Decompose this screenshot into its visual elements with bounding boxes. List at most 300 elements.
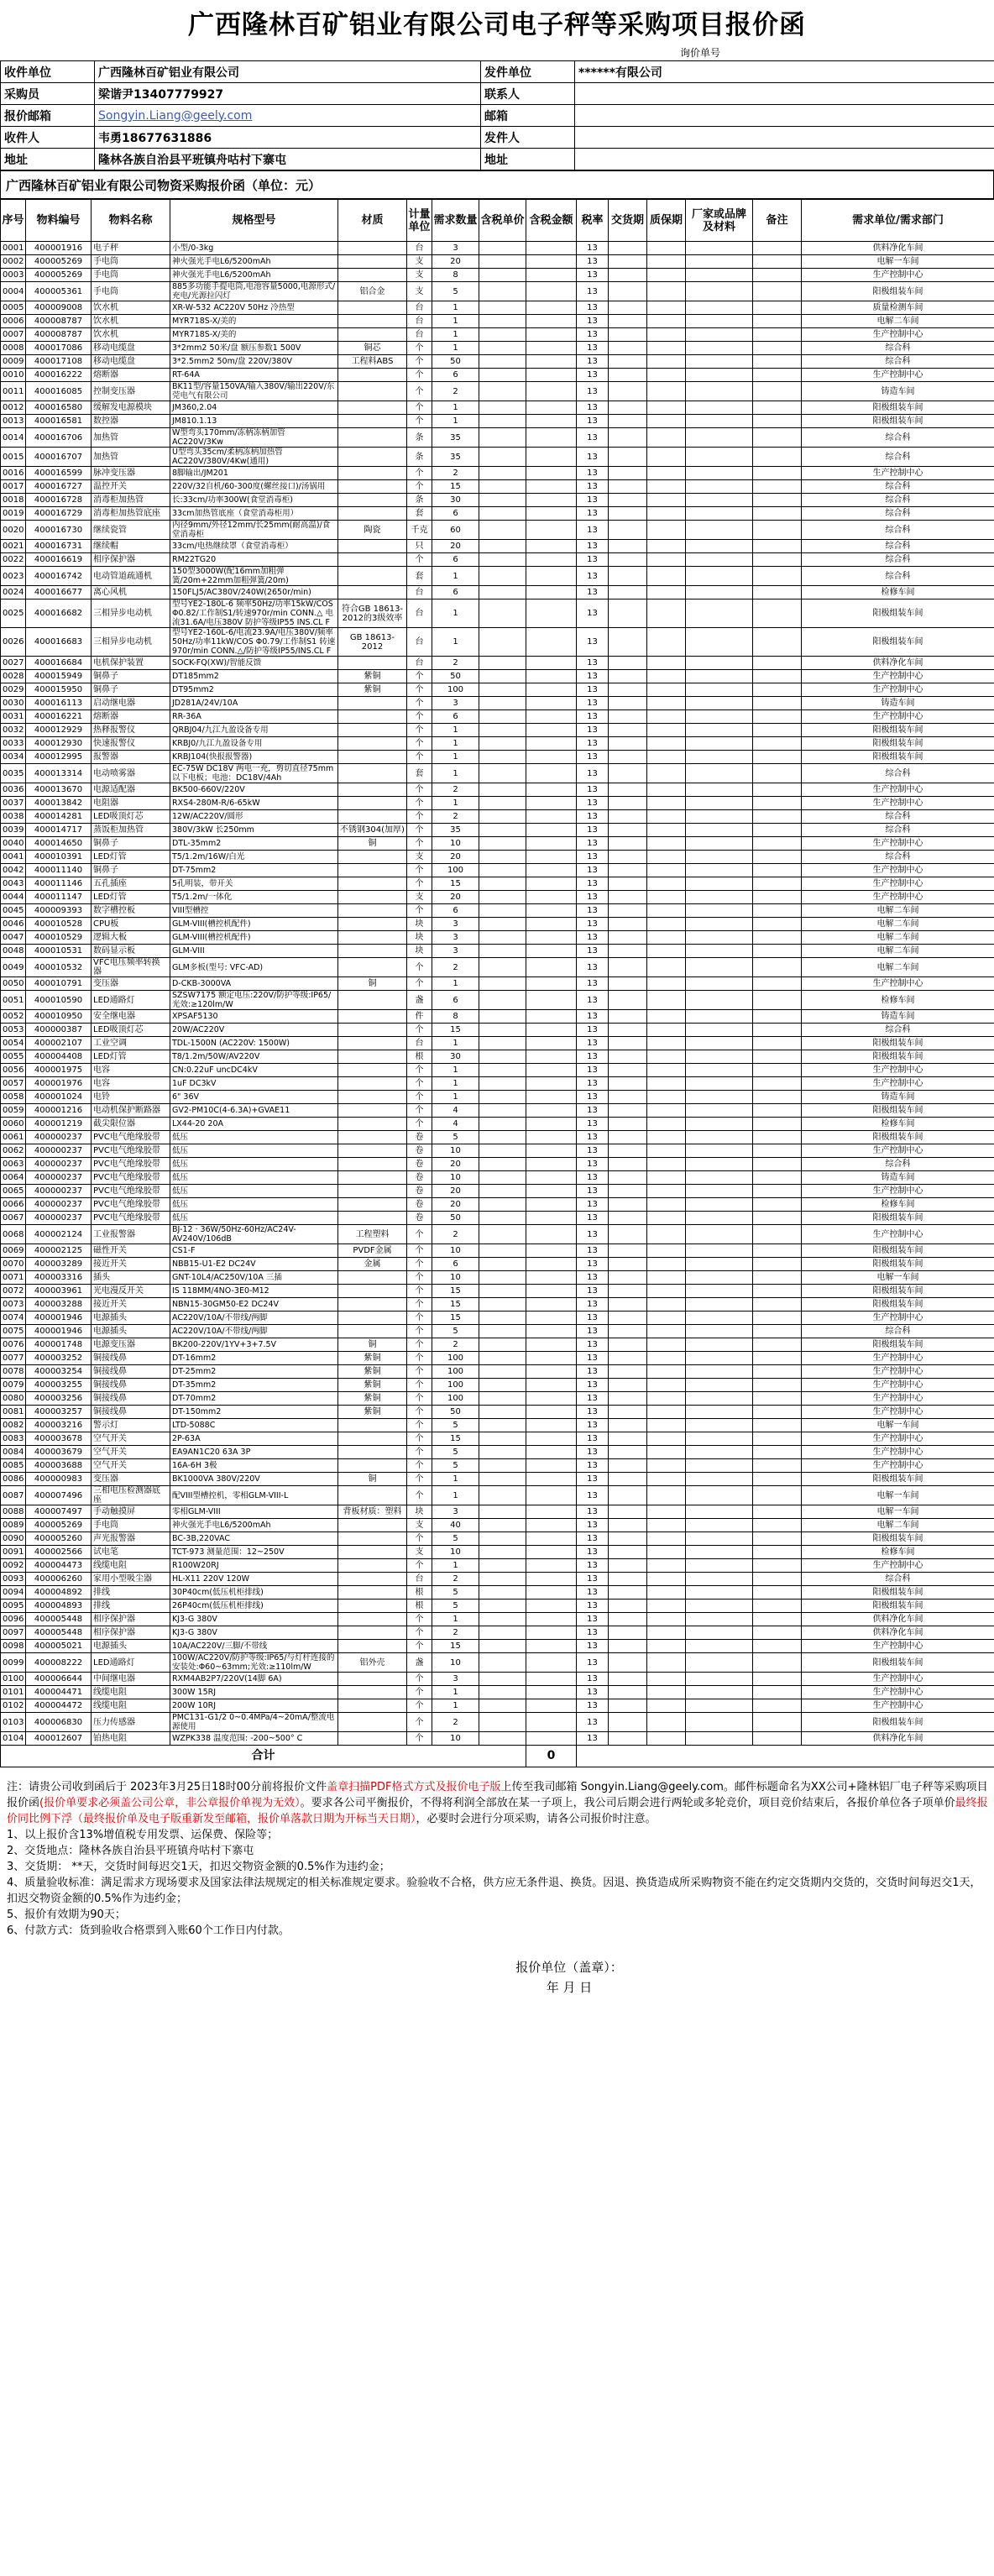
- table-cell: [609, 737, 647, 751]
- table-cell: [686, 851, 753, 864]
- table-cell: 1: [432, 401, 479, 415]
- table-cell: JM360,2.04: [170, 401, 338, 415]
- table-cell: [647, 1459, 686, 1473]
- table-cell: [686, 1586, 753, 1600]
- table-cell: 电解二车间: [802, 918, 994, 931]
- table-cell: [753, 670, 802, 683]
- table-cell: 13: [577, 1600, 609, 1613]
- table-cell: 13: [577, 269, 609, 282]
- table-cell: [753, 877, 802, 891]
- table-cell: [753, 567, 802, 586]
- table-cell: 1: [432, 977, 479, 991]
- table-cell: 0058: [1, 1091, 26, 1104]
- table-cell: 400008787: [26, 315, 92, 328]
- table-cell: [479, 810, 526, 824]
- table-cell: 变压器: [92, 977, 170, 991]
- table-cell: [526, 1559, 577, 1573]
- table-cell: 400016677: [26, 586, 92, 599]
- table-cell: 空气开关: [92, 1432, 170, 1446]
- table-cell: 13: [577, 415, 609, 428]
- table-cell: [526, 670, 577, 683]
- table-cell: 台: [407, 586, 432, 599]
- table-cell: [479, 1559, 526, 1573]
- table-cell: 生产控制中心: [802, 1686, 994, 1699]
- table-row: [1, 1212, 994, 1225]
- table-cell: [526, 1505, 577, 1519]
- table-cell: [609, 282, 647, 301]
- table-cell: [647, 1686, 686, 1699]
- header-label: 收件人: [1, 127, 95, 149]
- table-cell: 0080: [1, 1392, 26, 1406]
- table-cell: 铜: [338, 837, 407, 851]
- table-cell: 电动喷雾器: [92, 764, 170, 783]
- table-cell: [753, 1732, 802, 1746]
- table-cell: 内径9mm/外径12mm/长25mm(耐高温)/食堂消毒柜: [170, 521, 338, 540]
- table-cell: [753, 1171, 802, 1185]
- table-cell: [609, 657, 647, 670]
- table-cell: [479, 1225, 526, 1244]
- table-cell: [526, 1271, 577, 1285]
- table-cell: 5: [432, 1446, 479, 1459]
- table-cell: [647, 670, 686, 683]
- notes-item: 1、以上报价含13%增值税专用发票、运保费、保险等；: [7, 1829, 279, 1841]
- table-cell: [686, 945, 753, 958]
- table-cell: [686, 1050, 753, 1064]
- table-cell: 线缆电阻: [92, 1699, 170, 1713]
- table-row: [1, 670, 994, 683]
- table-cell: 0010: [1, 369, 26, 382]
- table-cell: [338, 553, 407, 567]
- table-cell: 400016730: [26, 521, 92, 540]
- table-cell: 生产控制中心: [802, 1077, 994, 1091]
- table-cell: [753, 1325, 802, 1338]
- table-cell: 铜接线鼻: [92, 1392, 170, 1406]
- table-cell: 个: [407, 904, 432, 918]
- table-cell: 综合科: [802, 521, 994, 540]
- table-row: [1, 1559, 994, 1573]
- table-cell: [647, 1640, 686, 1653]
- table-cell: [479, 1158, 526, 1171]
- table-cell: [686, 1699, 753, 1713]
- table-cell: [609, 1640, 647, 1653]
- table-cell: 13: [577, 1486, 609, 1505]
- table-cell: [647, 567, 686, 586]
- table-cell: [753, 1640, 802, 1653]
- table-cell: [609, 382, 647, 401]
- table-cell: 400004473: [26, 1559, 92, 1573]
- table-cell: [526, 991, 577, 1010]
- table-row: [1, 1185, 994, 1198]
- table-cell: 400003256: [26, 1392, 92, 1406]
- table-row: [1, 1573, 994, 1586]
- table-cell: [609, 670, 647, 683]
- table-cell: BJ-12 · 36W/50Hz-60Hz/AC24V-AV240V/106dB: [170, 1225, 338, 1244]
- table-cell: [609, 553, 647, 567]
- table-cell: 0099: [1, 1653, 26, 1673]
- table-cell: 阳极组装车间: [802, 1600, 994, 1613]
- header-label: 发件单位: [481, 61, 575, 83]
- table-cell: [338, 1091, 407, 1104]
- table-cell: [479, 710, 526, 724]
- table-cell: 生产控制中心: [802, 783, 994, 797]
- table-cell: [647, 355, 686, 369]
- table-row: [1, 657, 994, 670]
- table-cell: CS1-F: [170, 1244, 338, 1258]
- table-cell: [647, 945, 686, 958]
- table-cell: 线缆电阻: [92, 1559, 170, 1573]
- table-row: [1, 891, 994, 904]
- table-row: [1, 448, 994, 467]
- signature-label: 报价单位（盖章）：: [515, 1960, 623, 1975]
- table-cell: 20: [432, 1198, 479, 1212]
- table-cell: [686, 507, 753, 521]
- table-cell: [526, 1144, 577, 1158]
- table-cell: 个: [407, 382, 432, 401]
- table-cell: 13: [577, 567, 609, 586]
- table-row: [1, 507, 994, 521]
- table-cell: 13: [577, 783, 609, 797]
- table-cell: 400010532: [26, 958, 92, 977]
- table-cell: 1: [432, 751, 479, 764]
- table-cell: 400009393: [26, 904, 92, 918]
- header-value[interactable]: Songyin.Liang@geely.com: [95, 105, 481, 127]
- table-row: [1, 1406, 994, 1419]
- table-cell: 生产控制中心: [802, 1699, 994, 1713]
- table-cell: [479, 697, 526, 710]
- table-cell: [686, 521, 753, 540]
- table-cell: 卷: [407, 1171, 432, 1185]
- table-row: [1, 369, 994, 382]
- table-cell: [479, 567, 526, 586]
- table-cell: 13: [577, 1365, 609, 1379]
- table-cell: [647, 1559, 686, 1573]
- table-cell: [686, 991, 753, 1010]
- table-row: [1, 1473, 994, 1486]
- notes-intro-part-c: 。要求各公司平衡报价，不得将利润全部放在某一子项上，我公司后期会进行两轮或多轮竞价，项目竞价结束后，各报价单位各子项单价: [300, 1797, 955, 1809]
- table-row: [1, 586, 994, 599]
- table-cell: 台: [407, 657, 432, 670]
- table-row: [1, 1325, 994, 1338]
- table-cell: [647, 1118, 686, 1131]
- table-cell: 0088: [1, 1505, 26, 1519]
- table-cell: 5孔明装，带开关: [170, 877, 338, 891]
- table-cell: 电源适配器: [92, 783, 170, 797]
- table-cell: 400014281: [26, 810, 92, 824]
- table-cell: 400015950: [26, 683, 92, 697]
- table-cell: 个: [407, 1225, 432, 1244]
- table-cell: 生产控制中心: [802, 891, 994, 904]
- table-row: [1, 269, 994, 282]
- column-header: 厂家或品牌及材料: [686, 200, 753, 242]
- table-cell: 台: [407, 599, 432, 628]
- table-cell: 铸造车间: [802, 1010, 994, 1024]
- table-row: [1, 1037, 994, 1050]
- table-cell: 紫铜: [338, 1352, 407, 1365]
- table-cell: 13: [577, 797, 609, 810]
- table-cell: JD281A/24V/10A: [170, 697, 338, 710]
- table-cell: 0090: [1, 1532, 26, 1546]
- table-cell: 铜接线鼻: [92, 1379, 170, 1392]
- table-cell: 13: [577, 764, 609, 783]
- table-cell: 0056: [1, 1064, 26, 1077]
- table-cell: 个: [407, 1613, 432, 1626]
- table-cell: [686, 1131, 753, 1144]
- table-cell: 400000237: [26, 1212, 92, 1225]
- table-cell: 铜鼻子: [92, 670, 170, 683]
- table-cell: [338, 864, 407, 877]
- table-cell: 6: [432, 586, 479, 599]
- table-cell: [526, 355, 577, 369]
- table-cell: [686, 1185, 753, 1198]
- table-row: [1, 918, 994, 931]
- table-cell: 个: [407, 751, 432, 764]
- table-cell: 支: [407, 891, 432, 904]
- table-cell: 0016: [1, 467, 26, 480]
- table-cell: 0070: [1, 1258, 26, 1271]
- table-row: [1, 851, 994, 864]
- table-cell: 个: [407, 1626, 432, 1640]
- table-cell: BK200-220V/1YV+3+7.5V: [170, 1338, 338, 1352]
- table-cell: [338, 783, 407, 797]
- table-cell: [647, 1432, 686, 1446]
- table-cell: 个: [407, 1077, 432, 1091]
- table-cell: [647, 697, 686, 710]
- table-cell: [609, 1037, 647, 1050]
- table-cell: [647, 1673, 686, 1686]
- table-cell: 50: [432, 670, 479, 683]
- table-row: [1, 683, 994, 697]
- table-row: [1, 342, 994, 355]
- table-cell: 1: [432, 764, 479, 783]
- table-cell: [753, 797, 802, 810]
- table-cell: [609, 1379, 647, 1392]
- table-cell: 0075: [1, 1325, 26, 1338]
- table-cell: [753, 1225, 802, 1244]
- header-label: 收件单位: [1, 61, 95, 83]
- table-cell: DT-150mm2: [170, 1406, 338, 1419]
- table-cell: 个: [407, 1486, 432, 1505]
- table-cell: [338, 710, 407, 724]
- table-cell: 饮水机: [92, 301, 170, 315]
- table-cell: 个: [407, 1064, 432, 1077]
- table-cell: LED吸顶灯芯: [92, 1024, 170, 1037]
- table-cell: [753, 1419, 802, 1432]
- table-cell: 生产控制中心: [802, 670, 994, 683]
- table-cell: [609, 1686, 647, 1699]
- table-cell: 个: [407, 1406, 432, 1419]
- table-cell: 6: [432, 991, 479, 1010]
- table-cell: [686, 1532, 753, 1546]
- table-cell: 综合科: [802, 1158, 994, 1171]
- table-cell: 400005448: [26, 1613, 92, 1626]
- section-title: 广西隆林百矿铝业有限公司物资采购报价函（单位：元）: [0, 170, 994, 199]
- table-cell: 400003678: [26, 1432, 92, 1446]
- table-cell: [609, 1158, 647, 1171]
- table-cell: [753, 958, 802, 977]
- table-cell: 0065: [1, 1185, 26, 1198]
- table-cell: TDL-1500N (AC220V: 1500W): [170, 1037, 338, 1050]
- table-cell: [526, 282, 577, 301]
- table-cell: [686, 1640, 753, 1653]
- table-cell: [338, 1699, 407, 1713]
- table-cell: [338, 1198, 407, 1212]
- table-cell: [753, 301, 802, 315]
- table-cell: 380V/3kW 长250mm: [170, 824, 338, 837]
- table-cell: 神火强光手电L6/5200mAh: [170, 255, 338, 269]
- table-cell: 生产控制中心: [802, 1640, 994, 1653]
- table-cell: 13: [577, 369, 609, 382]
- table-cell: 400004471: [26, 1686, 92, 1699]
- table-row: [1, 521, 994, 540]
- table-cell: [647, 242, 686, 255]
- table-cell: [753, 1473, 802, 1486]
- table-cell: [609, 1406, 647, 1419]
- table-cell: 13: [577, 1118, 609, 1131]
- table-cell: [526, 1131, 577, 1144]
- table-cell: 10: [432, 1244, 479, 1258]
- table-cell: [609, 599, 647, 628]
- table-cell: 13: [577, 958, 609, 977]
- table-cell: 神火强光手电L6/5200mAh: [170, 1519, 338, 1532]
- table-cell: [647, 1091, 686, 1104]
- table-cell: [609, 1325, 647, 1338]
- table-cell: [479, 1432, 526, 1446]
- table-cell: [338, 958, 407, 977]
- table-cell: 个: [407, 1419, 432, 1432]
- table-cell: [647, 810, 686, 824]
- table-cell: [479, 851, 526, 864]
- table-cell: [753, 810, 802, 824]
- table-cell: 加热管: [92, 448, 170, 467]
- table-cell: [686, 1519, 753, 1532]
- table-row: [1, 945, 994, 958]
- table-cell: [647, 724, 686, 737]
- table-cell: [753, 428, 802, 448]
- table-cell: 阳极组装车间: [802, 1244, 994, 1258]
- table-cell: 8脚输出/JM201: [170, 467, 338, 480]
- table-cell: [753, 1626, 802, 1640]
- table-cell: 1: [432, 1064, 479, 1077]
- table-cell: TCT-973 测量范围：12~250V: [170, 1546, 338, 1559]
- header-label: 地址: [1, 149, 95, 170]
- table-cell: 100: [432, 1392, 479, 1406]
- table-cell: GNT-10L4/AC250V/10A 三插: [170, 1271, 338, 1285]
- table-cell: [753, 724, 802, 737]
- table-cell: [686, 1338, 753, 1352]
- table-cell: 13: [577, 891, 609, 904]
- table-cell: 30: [432, 494, 479, 507]
- table-cell: [609, 1050, 647, 1064]
- table-cell: 消毒柜加热管底座: [92, 507, 170, 521]
- table-cell: [686, 1104, 753, 1118]
- table-cell: 移动电缆盘: [92, 355, 170, 369]
- table-cell: [686, 837, 753, 851]
- table-cell: [686, 342, 753, 355]
- table-cell: 电机保护装置: [92, 657, 170, 670]
- table-cell: 1: [432, 737, 479, 751]
- table-cell: [753, 1613, 802, 1626]
- table-cell: 0076: [1, 1338, 26, 1352]
- table-cell: KRBJ104(快报报警器): [170, 751, 338, 764]
- table-cell: 阳极组装车间: [802, 1713, 994, 1732]
- table-cell: 13: [577, 1352, 609, 1365]
- table-cell: 1: [432, 1699, 479, 1713]
- table-cell: 小型/0-3kg: [170, 242, 338, 255]
- table-cell: [609, 958, 647, 977]
- table-cell: [479, 1258, 526, 1271]
- table-cell: [609, 628, 647, 657]
- table-cell: 生产控制中心: [802, 1459, 994, 1473]
- table-cell: 块: [407, 918, 432, 931]
- total-blank: [577, 1746, 994, 1767]
- table-cell: 26P40cm(低压机柜排线): [170, 1600, 338, 1613]
- table-cell: 排线: [92, 1600, 170, 1613]
- table-cell: 400003257: [26, 1406, 92, 1419]
- table-cell: 400000387: [26, 1024, 92, 1037]
- table-cell: 综合科: [802, 851, 994, 864]
- table-cell: 10: [432, 837, 479, 851]
- table-cell: [526, 837, 577, 851]
- table-cell: 13: [577, 851, 609, 864]
- table-row: [1, 783, 994, 797]
- table-cell: [647, 315, 686, 328]
- table-cell: 0014: [1, 428, 26, 448]
- table-cell: 400007496: [26, 1486, 92, 1505]
- table-cell: 电解一车间: [802, 1486, 994, 1505]
- table-cell: 个: [407, 415, 432, 428]
- table-cell: [686, 797, 753, 810]
- table-cell: [647, 824, 686, 837]
- table-cell: [338, 797, 407, 810]
- table-cell: [526, 342, 577, 355]
- table-cell: 个: [407, 1559, 432, 1573]
- table-cell: 空气开关: [92, 1446, 170, 1459]
- table-cell: [526, 1406, 577, 1419]
- table-cell: 供料净化车间: [802, 657, 994, 670]
- table-cell: [526, 1118, 577, 1131]
- table-cell: 15: [432, 1298, 479, 1312]
- table-cell: 5: [432, 1459, 479, 1473]
- table-cell: 400009008: [26, 301, 92, 315]
- table-cell: [526, 783, 577, 797]
- table-cell: 35: [432, 824, 479, 837]
- table-cell: 3: [432, 945, 479, 958]
- table-cell: [526, 480, 577, 494]
- table-cell: 条: [407, 428, 432, 448]
- table-cell: GLM-VIII(槽控机配件): [170, 918, 338, 931]
- table-cell: [647, 1505, 686, 1519]
- table-cell: 支: [407, 269, 432, 282]
- table-cell: 紫铜: [338, 1392, 407, 1406]
- table-cell: 手电筒: [92, 282, 170, 301]
- table-cell: [609, 977, 647, 991]
- table-cell: [338, 1064, 407, 1077]
- table-cell: 低压: [170, 1144, 338, 1158]
- table-cell: [686, 540, 753, 553]
- table-cell: 400016222: [26, 369, 92, 382]
- table-cell: [479, 553, 526, 567]
- table-cell: RM22TG20: [170, 553, 338, 567]
- table-cell: 13: [577, 1573, 609, 1586]
- table-cell: PVC电气绝缘胶带: [92, 1198, 170, 1212]
- table-cell: 0042: [1, 864, 26, 877]
- table-cell: [753, 1586, 802, 1600]
- table-cell: [647, 1144, 686, 1158]
- table-cell: 30: [432, 1050, 479, 1064]
- table-cell: CN:0.22uF uncDC4kV: [170, 1064, 338, 1077]
- table-cell: [609, 945, 647, 958]
- table-cell: 13: [577, 599, 609, 628]
